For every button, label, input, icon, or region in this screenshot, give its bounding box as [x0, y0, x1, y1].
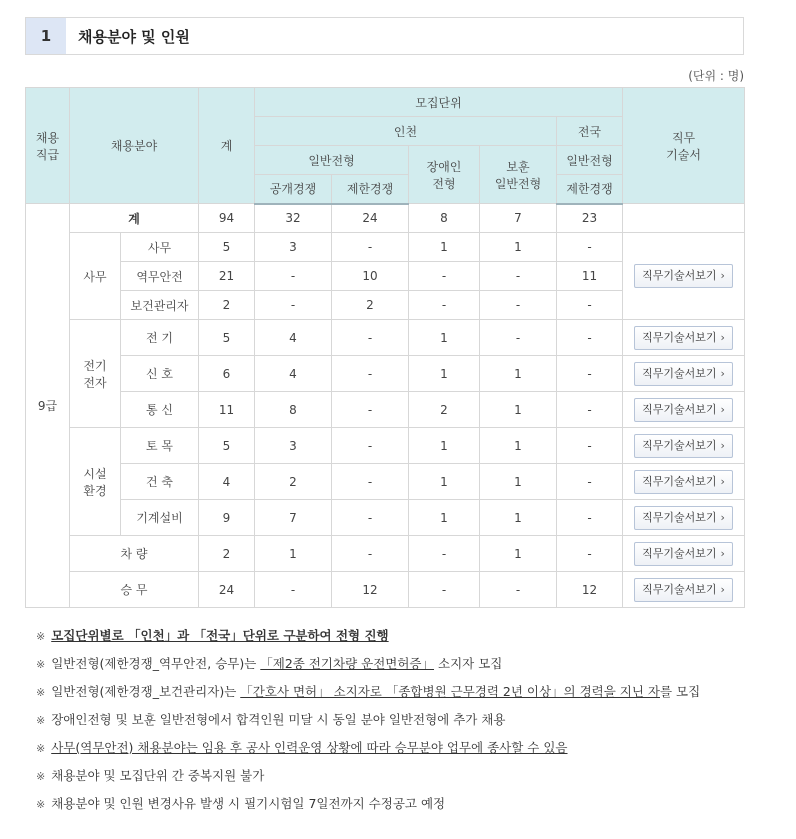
- cell-limited: -: [332, 536, 409, 572]
- group-vehicle: 차 량: [70, 536, 199, 572]
- cell-national: -: [557, 356, 623, 392]
- cell-limited: -: [332, 320, 409, 356]
- group-facility: 시설 환경: [70, 428, 121, 536]
- field-name: 역무안전: [121, 262, 199, 291]
- table-row: [26, 464, 745, 500]
- cell-total: 24: [199, 572, 255, 608]
- chevron-right-icon: ›: [720, 582, 725, 596]
- cell-national: -: [557, 500, 623, 536]
- cell-disabled: 1: [409, 500, 480, 536]
- unit-label: (단위 : 명): [688, 69, 744, 83]
- cell-limited: -: [332, 428, 409, 464]
- cell-veteran: -: [480, 291, 557, 320]
- field-name: 전 기: [121, 320, 199, 356]
- field-name: 보건관리자: [121, 291, 199, 320]
- table-row-total: [26, 204, 745, 233]
- table-row: [26, 428, 745, 464]
- grade-cell: 9급: [26, 204, 70, 608]
- note-item: ※ 사무(역무안전) 채용분야는 임용 후 공사 인력운영 상황에 따라 승무분야 업무에 종사할 수 있음: [36, 740, 568, 755]
- cell-jobdesc-empty: [623, 204, 745, 233]
- cell-disabled: 1: [409, 320, 480, 356]
- section-title: 채용분야 및 인원: [78, 27, 190, 46]
- chevron-right-icon: ›: [720, 402, 725, 416]
- chevron-right-icon: ›: [720, 546, 725, 560]
- header-incheon: 인천: [255, 117, 557, 146]
- cell-open: 4: [255, 356, 332, 392]
- cell-national: -: [557, 464, 623, 500]
- section-number: 1: [26, 18, 66, 54]
- cell-open: 4: [255, 320, 332, 356]
- note-item: ※ 일반전형(제한경쟁_역무안전, 승무)는 「제2종 전기차량 운전면허증」 소지자 모집: [36, 656, 503, 671]
- table-row: [26, 320, 745, 356]
- cell-jobdesc: [623, 572, 745, 608]
- note-item: ※ 일반전형(제한경쟁_보건관리자)는 「간호사 면허」 소지자로 「종합병원 근무경력 2년 이상」의 경력을 지닌 자를 모집: [36, 684, 701, 699]
- group-office: 사무: [70, 233, 121, 320]
- cell-open: 8: [255, 392, 332, 428]
- cell-jobdesc: [623, 536, 745, 572]
- cell-veteran: -: [480, 262, 557, 291]
- cell-total: 9: [199, 500, 255, 536]
- jobdesc-button-office[interactable]: 직무기술서보기 ›: [634, 264, 733, 288]
- cell-veteran: -: [480, 572, 557, 608]
- notes-list: [36, 622, 776, 818]
- section-title-box: [25, 17, 744, 55]
- cell-limited: -: [332, 500, 409, 536]
- header-jobdesc: 직무 기술서: [623, 88, 745, 204]
- note-item: ※ 장애인전형 및 보훈 일반전형에서 합격인원 미달 시 동일 분야 일반전형에 추가 채용: [36, 712, 506, 727]
- header-general: 일반전형: [255, 146, 409, 175]
- cell-disabled: 1: [409, 464, 480, 500]
- header-limited-national: 제한경쟁: [557, 175, 623, 204]
- note-item: ※ 모집단위별로 「인천」과 「전국」단위로 구분하여 전형 진행: [36, 628, 389, 643]
- header-limited: 제한경쟁: [332, 175, 409, 204]
- cell-open: 7: [255, 500, 332, 536]
- cell-total: 2: [199, 291, 255, 320]
- jobdesc-button-crew[interactable]: 직무기술서보기 ›: [634, 578, 733, 602]
- cell-total: 21: [199, 262, 255, 291]
- cell-jobdesc: [623, 320, 745, 356]
- header-veteran: 보훈 일반전형: [480, 146, 557, 204]
- header-open: 공개경쟁: [255, 175, 332, 204]
- cell-limited: -: [332, 392, 409, 428]
- cell-veteran: 7: [480, 204, 557, 233]
- cell-national: 12: [557, 572, 623, 608]
- cell-open: -: [255, 291, 332, 320]
- cell-disabled: 2: [409, 392, 480, 428]
- cell-total: 2: [199, 536, 255, 572]
- cell-veteran: 1: [480, 500, 557, 536]
- cell-open: 2: [255, 464, 332, 500]
- header-total: 계: [199, 88, 255, 204]
- note-item: ※ 채용분야 및 모집단위 간 중복지원 불가: [36, 768, 265, 783]
- cell-jobdesc: [623, 392, 745, 428]
- cell-limited: -: [332, 233, 409, 262]
- note-item: ※ 채용분야 및 인원 변경사유 발생 시 필기시험일 7일전까지 수정공고 예정: [36, 796, 446, 811]
- cell-veteran: 1: [480, 428, 557, 464]
- cell-national: -: [557, 291, 623, 320]
- jobdesc-button-arch[interactable]: 직무기술서보기 ›: [634, 470, 733, 494]
- field-name: 건 축: [121, 464, 199, 500]
- table-row: [26, 392, 745, 428]
- cell-jobdesc: [623, 464, 745, 500]
- table-row: [26, 233, 745, 262]
- cell-national: -: [557, 392, 623, 428]
- cell-open: 3: [255, 233, 332, 262]
- jobdesc-button-comm[interactable]: 직무기술서보기 ›: [634, 398, 733, 422]
- cell-national: 11: [557, 262, 623, 291]
- cell-veteran: 1: [480, 233, 557, 262]
- chevron-right-icon: ›: [720, 269, 725, 282]
- header-disabled: 장애인 전형: [409, 146, 480, 204]
- cell-limited: 12: [332, 572, 409, 608]
- chevron-right-icon: ›: [720, 474, 725, 488]
- cell-disabled: -: [409, 536, 480, 572]
- chevron-right-icon: ›: [720, 510, 725, 524]
- field-name: 통 신: [121, 392, 199, 428]
- jobdesc-button-signal[interactable]: 직무기술서보기 ›: [634, 362, 733, 386]
- chevron-right-icon: ›: [720, 330, 725, 344]
- chevron-right-icon: ›: [720, 438, 725, 452]
- header-national: 전국: [557, 117, 623, 146]
- cell-disabled: 8: [409, 204, 480, 233]
- cell-jobdesc: [623, 500, 745, 536]
- cell-disabled: -: [409, 262, 480, 291]
- recruitment-table: [25, 87, 745, 608]
- group-crew: 승 무: [70, 572, 199, 608]
- table-row: [26, 500, 745, 536]
- header-field: 채용분야: [70, 88, 199, 204]
- cell-disabled: 1: [409, 356, 480, 392]
- cell-open: -: [255, 262, 332, 291]
- header-recruit-unit: 모집단위: [255, 88, 623, 117]
- cell-veteran: 1: [480, 464, 557, 500]
- chevron-right-icon: ›: [720, 366, 725, 380]
- cell-national: -: [557, 428, 623, 464]
- table-row: [26, 356, 745, 392]
- cell-disabled: -: [409, 572, 480, 608]
- cell-national: 23: [557, 204, 623, 233]
- table-row: [26, 536, 745, 572]
- cell-limited: -: [332, 464, 409, 500]
- header-general-national: 일반전형: [557, 146, 623, 175]
- cell-veteran: 1: [480, 356, 557, 392]
- cell-jobdesc: [623, 233, 745, 320]
- cell-veteran: 1: [480, 536, 557, 572]
- field-name: 신 호: [121, 356, 199, 392]
- field-name: 토 목: [121, 428, 199, 464]
- cell-disabled: 1: [409, 233, 480, 262]
- cell-total: 4: [199, 464, 255, 500]
- group-elec: 전기 전자: [70, 320, 121, 428]
- cell-disabled: -: [409, 291, 480, 320]
- total-label: 계: [70, 204, 199, 233]
- cell-limited: 10: [332, 262, 409, 291]
- cell-limited: 2: [332, 291, 409, 320]
- jobdesc-button-vehicle[interactable]: 직무기술서보기 ›: [634, 542, 733, 566]
- cell-total: 6: [199, 356, 255, 392]
- cell-disabled: 1: [409, 428, 480, 464]
- cell-limited: -: [332, 356, 409, 392]
- cell-total: 5: [199, 428, 255, 464]
- jobdesc-button-mech[interactable]: 직무기술서보기 ›: [634, 506, 733, 530]
- cell-total: 94: [199, 204, 255, 233]
- cell-open: 3: [255, 428, 332, 464]
- cell-jobdesc: [623, 356, 745, 392]
- cell-jobdesc: [623, 428, 745, 464]
- cell-national: -: [557, 233, 623, 262]
- cell-total: 5: [199, 320, 255, 356]
- field-name: 사무: [121, 233, 199, 262]
- cell-limited: 24: [332, 204, 409, 233]
- table-row: [26, 572, 745, 608]
- cell-total: 11: [199, 392, 255, 428]
- cell-open: -: [255, 572, 332, 608]
- header-grade: 채용 직급: [26, 88, 70, 204]
- cell-veteran: -: [480, 320, 557, 356]
- cell-veteran: 1: [480, 392, 557, 428]
- cell-open: 32: [255, 204, 332, 233]
- cell-national: -: [557, 320, 623, 356]
- cell-national: -: [557, 536, 623, 572]
- field-name: 기계설비: [121, 500, 199, 536]
- cell-total: 5: [199, 233, 255, 262]
- jobdesc-button-civil[interactable]: 직무기술서보기 ›: [634, 434, 733, 458]
- jobdesc-button-elec[interactable]: 직무기술서보기 ›: [634, 326, 733, 350]
- cell-open: 1: [255, 536, 332, 572]
